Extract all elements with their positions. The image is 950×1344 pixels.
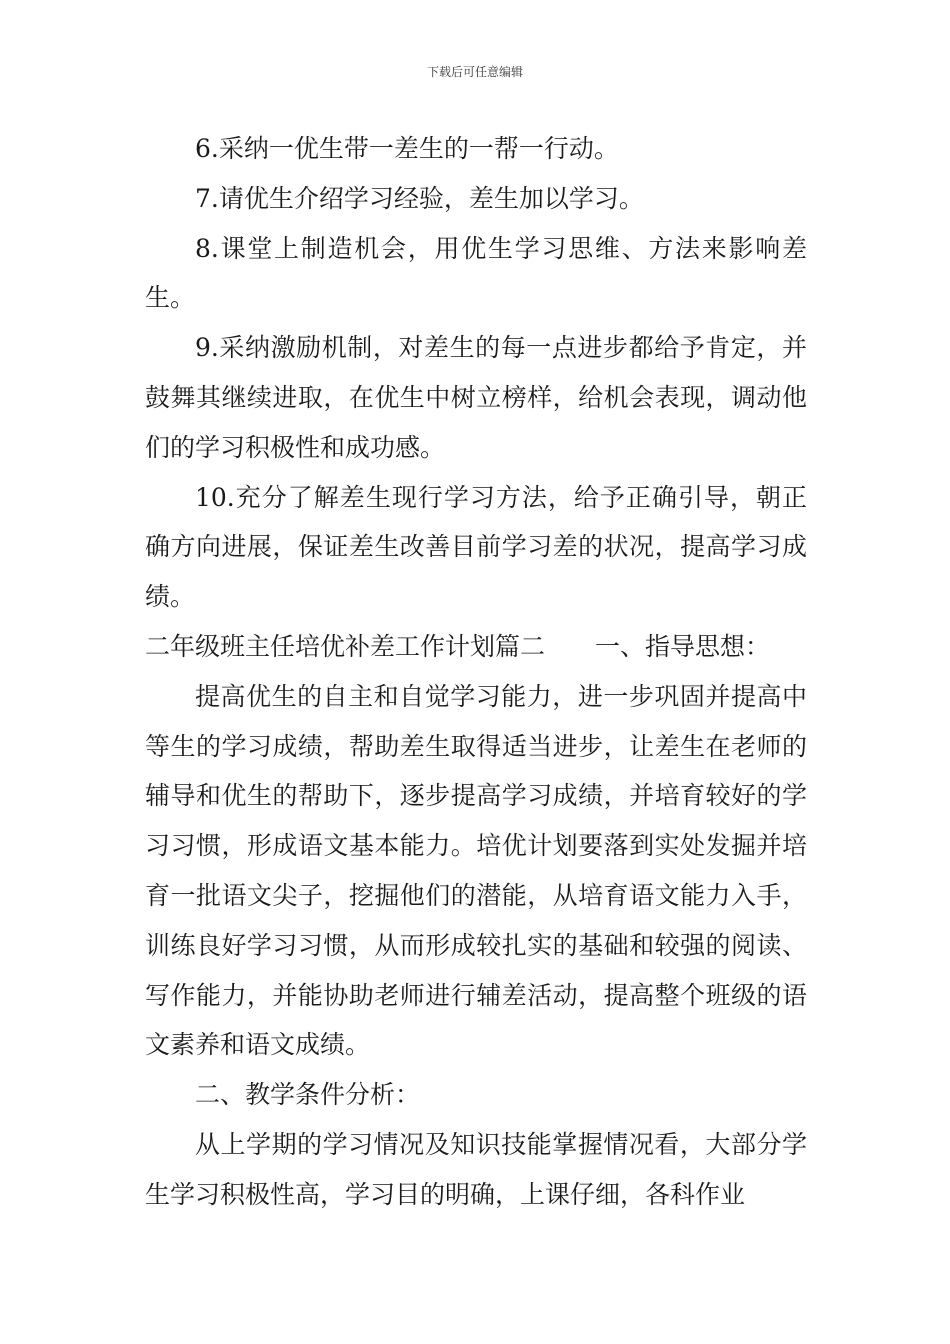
paragraph-item-9: 9.采纳激励机制，对差生的每一点进步都给予肯定，并鼓舞其继续进取，在优生中树立榜样，给机会表现，调动他们的学习积极性和成功感。 — [145, 333, 807, 462]
paragraph-item-6: 6.采纳一优生带一差生的一帮一行动。 — [195, 134, 619, 163]
section-subtitle: 一、指导思想： — [595, 631, 771, 661]
page-header-note: 下载后可任意编辑 — [426, 65, 523, 79]
paragraph-guiding-thought: 提高优生的自主和自觉学习能力，进一步巩固并提高中等生的学习成绩，帮助差生取得适当进步，让差生在老师的辅导和优生的帮助下，逐步提高学习成绩，并培育较好的学习习惯，形成语文基本能力。培优计划要落到实处发掘并培育一批语文尖子，挖掘他们的潜能，从培育语文能力入手，训练良好学习习惯，从而形成较扎实的基础和较强的阅读、写作能力，并能协助老师进行辅差活动，提高整个班级的语文素养和语文成绩。 — [145, 681, 807, 1060]
paragraph-teaching-conditions-heading: 二、教学条件分析： — [195, 1080, 421, 1110]
paragraph-item-10: 10.充分了解差生现行学习方法，给予正确引导，朝正确方向进展，保证差生改善目前学习差的状况，提高学习成绩。 — [145, 482, 807, 612]
section-heading — [145, 622, 807, 672]
paragraph-teaching-conditions-body: 从上学期的学习情况及知识技能掌握情况看，大部分学生学习积极性高，学习目的明确，上课仔细，各科作业 — [145, 1129, 807, 1209]
section-title: 二年级班主任培优补差工作计划篇二 — [145, 631, 546, 661]
paragraph-item-8: 8.课堂上制造机会，用优生学习思维、方法来影响差生。 — [145, 233, 807, 313]
document-body — [145, 124, 807, 1220]
paragraph-item-7: 7.请优生介绍学习经验，差生加以学习。 — [195, 183, 644, 213]
